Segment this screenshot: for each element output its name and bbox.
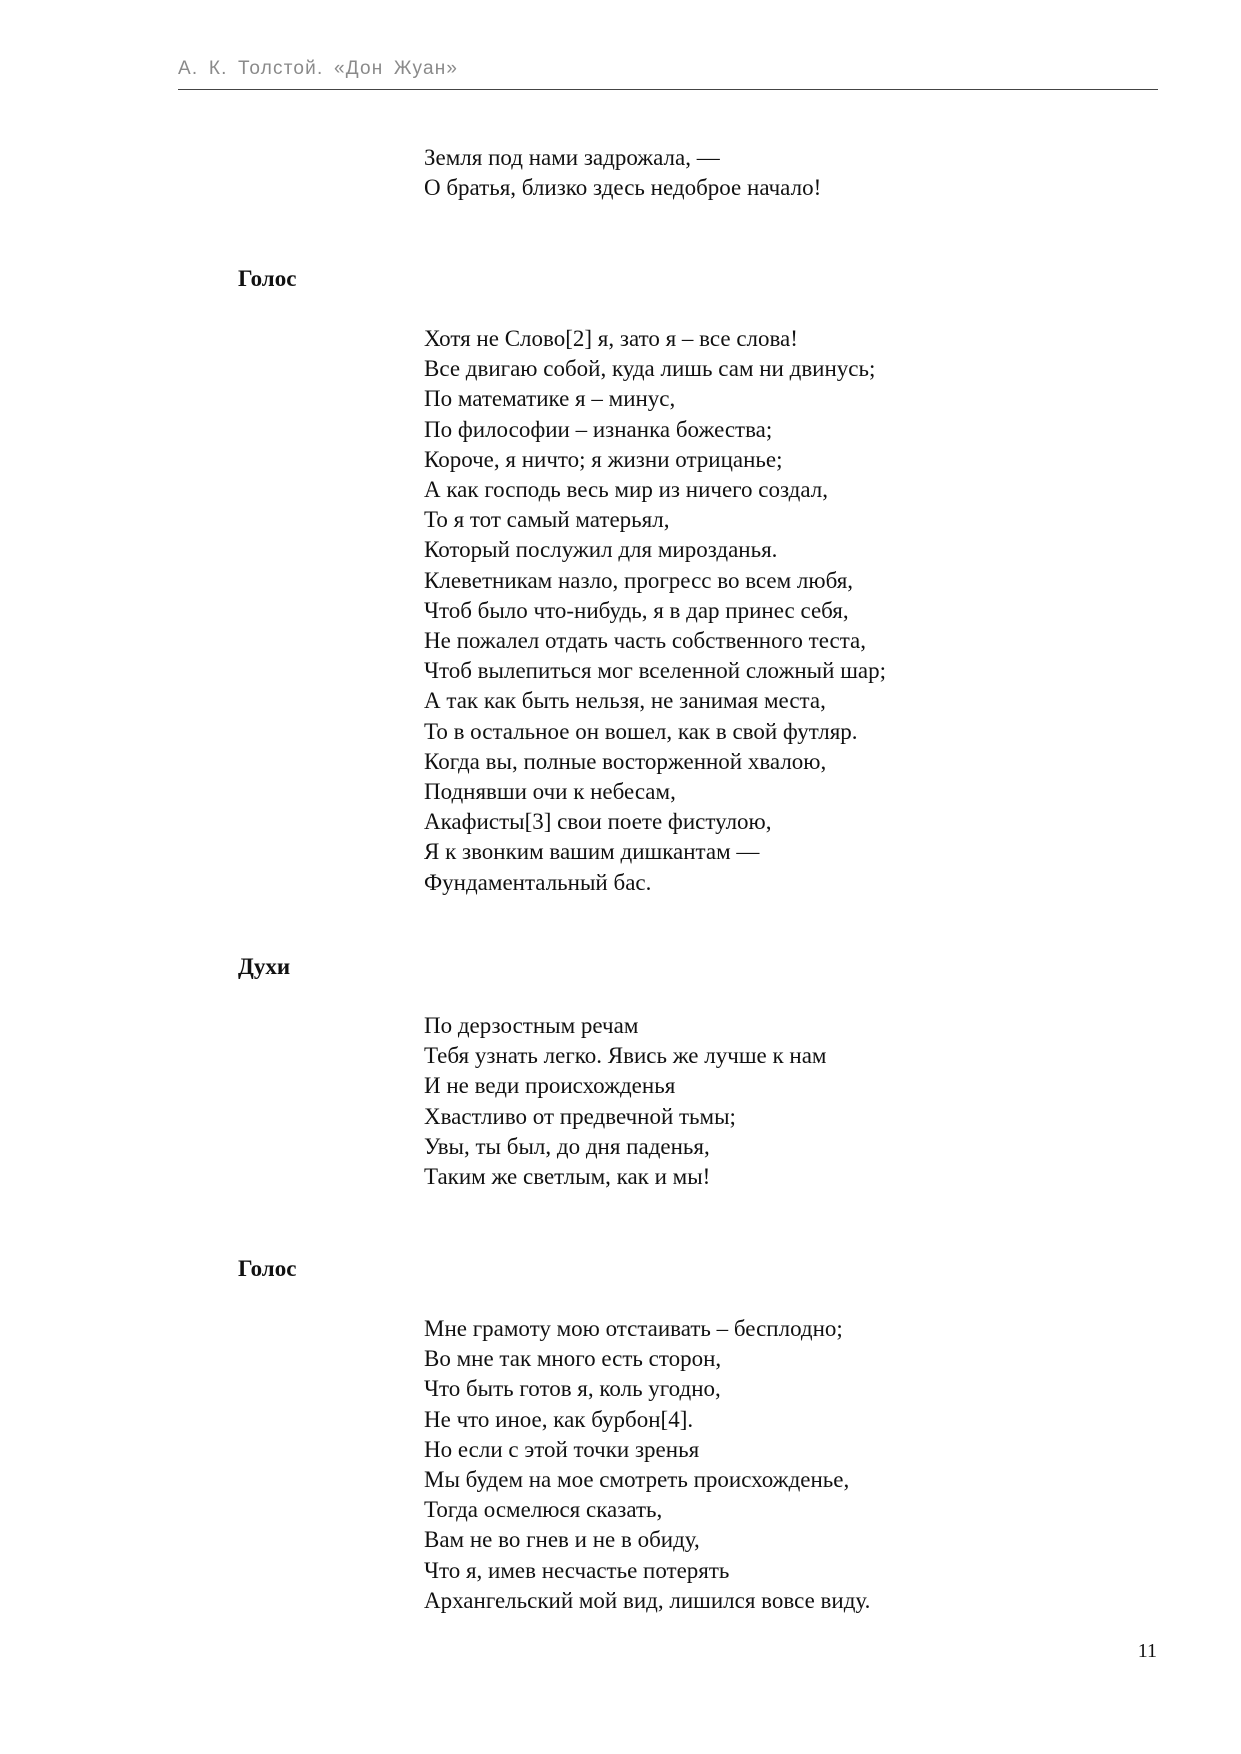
page-number: 11 bbox=[1137, 1640, 1157, 1662]
speaker-label-golos-2: Голос bbox=[238, 1256, 297, 1281]
verse-line: А так как быть нельзя, не занимая места, bbox=[424, 688, 826, 714]
verse-line: Не что иное, как бурбон[4]. bbox=[424, 1406, 694, 1432]
verse-line: Вам не во гнев и не в обиду, bbox=[424, 1527, 700, 1553]
verse-line: Земля под нами задрожала, — bbox=[424, 145, 720, 170]
verse-line: Короче, я ничто; я жизни отрицанье; bbox=[424, 446, 783, 472]
verse-block-dukhi bbox=[424, 1011, 826, 1192]
verse-block-golos-1 bbox=[424, 324, 886, 898]
verse-line: Тогда осмелюся сказать, bbox=[424, 1497, 663, 1523]
verse-line: Чтоб вылепиться мог вселенной сложный шар; bbox=[424, 658, 886, 684]
verse-line: Когда вы, полные восторженной хвалою, bbox=[424, 748, 827, 774]
verse-line: Что я, имев несчастье потерять bbox=[424, 1557, 730, 1583]
verse-line: И не веди происхожденья bbox=[424, 1073, 676, 1099]
verse-line: Хотя не Слово[2] я, зато я – все слова! bbox=[424, 326, 798, 351]
running-head: А. К. Толстой. «Дон Жуан» bbox=[178, 58, 459, 79]
verse-line: Акафисты[3] свои поете фистулою, bbox=[424, 809, 772, 835]
verse-line: Не пожалел отдать часть собственного теста, bbox=[424, 628, 867, 654]
verse-line: Архангельский мой вид, лишился вовсе виду. bbox=[424, 1587, 871, 1613]
verse-line: Который послужил для мирозданья. bbox=[424, 537, 778, 563]
verse-line: По философии – изнанка божества; bbox=[424, 416, 773, 442]
verse-line: Все двигаю собой, куда лишь сам ни двинусь; bbox=[424, 356, 876, 382]
verse-line: Фундаментальный бас. bbox=[424, 869, 652, 895]
verse-block-opening bbox=[424, 143, 821, 203]
verse-line: Мне грамоту мою отстаивать – бесплодно; bbox=[424, 1316, 843, 1341]
verse-line: Таким же светлым, как и мы! bbox=[424, 1164, 711, 1190]
verse-line: О братья, близко здесь недоброе начало! bbox=[424, 175, 822, 201]
verse-line: Хвастливо от предвечной тьмы; bbox=[424, 1103, 736, 1129]
verse-line: Клеветникам назло, прогресс во всем любя, bbox=[424, 567, 854, 593]
verse-line: Чтоб было что-нибудь, я в дар принес себя, bbox=[424, 597, 849, 623]
verse-line: То в остальное он вошел, как в свой футляр. bbox=[424, 718, 858, 744]
verse-line: Во мне так много есть сторон, bbox=[424, 1346, 722, 1372]
verse-line: По математике я – минус, bbox=[424, 386, 676, 412]
verse-line: Но если с этой точки зренья bbox=[424, 1436, 700, 1462]
verse-line: Мы будем на мое смотреть происхожденье, bbox=[424, 1467, 850, 1493]
verse-line: Я к звонким вашим дишкантам — bbox=[424, 839, 760, 865]
verse-line: Увы, ты был, до дня паденья, bbox=[424, 1133, 710, 1159]
verse-line: То я тот самый матерьял, bbox=[424, 507, 670, 533]
verse-line: А как господь весь мир из ничего создал, bbox=[424, 477, 828, 503]
verse-block-golos-2 bbox=[424, 1314, 870, 1616]
verse-line: Что быть готов я, коль угодно, bbox=[424, 1376, 721, 1402]
verse-line: По дерзостным речам bbox=[424, 1013, 639, 1038]
header-rule bbox=[178, 89, 1158, 90]
speaker-label-golos-1: Голос bbox=[238, 266, 297, 291]
speaker-label-dukhi: Духи bbox=[238, 954, 291, 979]
verse-line: Тебя узнать легко. Явись же лучше к нам bbox=[424, 1043, 827, 1069]
verse-line: Поднявши очи к небесам, bbox=[424, 779, 676, 805]
